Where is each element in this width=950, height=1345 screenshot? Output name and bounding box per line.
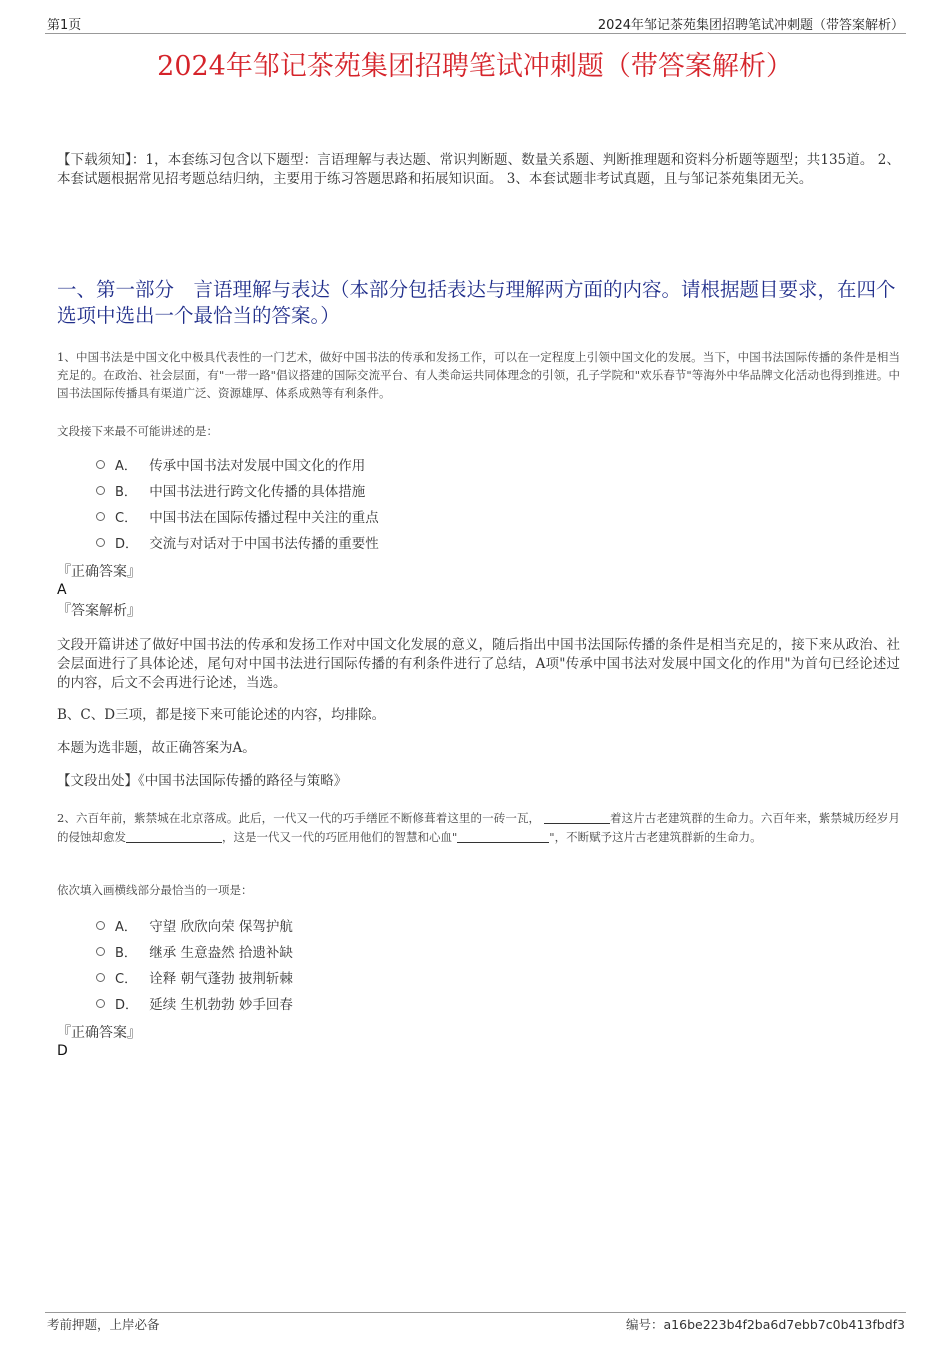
header-doc-title: 2024年邹记茶苑集团招聘笔试冲刺题（带答案解析） [597, 18, 904, 33]
fill-blank-3[interactable] [457, 829, 549, 843]
question-2-option-c[interactable]: C． 诠释 朝气蓬勃 披荆斩棘 [96, 970, 293, 989]
question-1-option-b[interactable]: B． 中国书法进行跨文化传播的具体措施 [96, 483, 365, 502]
footer-serial-number: 编号：a16be223b4f2ba6d7ebb7c0b413fbdf3 [626, 1317, 905, 1332]
question-2-answer-label: 『正确答案』 [57, 1025, 141, 1041]
question-2-text: 2、六百年前，紫禁城在北京落成。此后，一代又一代的巧手缮匠不断修葺着这里的一砖一瓦， 着这片古老建筑群的生命力。六百年来，紫禁城历经岁月的侵蚀却愈发 ，这是一代又一代的巧匠用他们的智慧和心血" "，不断赋予这片古老建筑群新的生命力。 [57, 811, 901, 844]
page-title: 2024年邹记茶苑集团招聘笔试冲刺题（带答案解析） [157, 51, 793, 82]
question-1-source: 【文段出处】《中国书法国际传播的路径与策略》 [57, 773, 348, 789]
question-1-option-d[interactable]: D． 交流与对话对于中国书法传播的重要性 [96, 535, 379, 554]
radio-icon[interactable] [96, 486, 105, 495]
radio-icon[interactable] [96, 538, 105, 547]
footer-slogan: 考前押题，上岸必备 [47, 1317, 160, 1332]
radio-icon[interactable] [96, 460, 105, 469]
radio-icon[interactable] [96, 973, 105, 982]
question-1-text: 1、中国书法是中国文化中极具代表性的一门艺术，做好中国书法的传承和发扬工作，可以在一定程度上引领中国文化的发展。当下，中国书法国际传播的条件是相当充足的。在政治、社会层面，有"一带一路"倡议搭建的国际交流平台、有人类命运共同体理念的引领，孔子学院和"欢乐春节"等海外中华品牌文化活动也得到推进。中国书法国际传播具有渠道广泛、资源雄厚、体系成熟等有利条件。 [57, 350, 900, 400]
header-divider [45, 33, 906, 34]
question-1-option-a[interactable]: A． 传承中国书法对发展中国文化的作用 [96, 457, 365, 476]
question-1-analysis-paragraph: 文段开篇讲述了做好中国书法的传承和发扬工作对中国文化发展的意义，随后指出中国书法国际传播的条件是相当充足的，接下来从政治、社会层面进行了具体论述，尾句对中国书法进行国际传播的有利条件进行了总结，A项"传承中国书法对发展中国文化的作用"为首句已经论述过的内容，后文不会再进行论述，当选。 [57, 637, 900, 691]
question-2-option-a[interactable]: A． 守望 欣欣向荣 保驾护航 [96, 918, 293, 937]
fill-blank-2[interactable] [126, 829, 222, 843]
radio-icon[interactable] [96, 947, 105, 956]
question-2-option-d[interactable]: D． 延续 生机勃勃 妙手回春 [96, 996, 293, 1015]
fill-blank-1[interactable] [544, 810, 610, 824]
radio-icon[interactable] [96, 512, 105, 521]
section-heading: 一、第一部分 言语理解与表达（本部分包括表达与理解两方面的内容。请根据题目要求，在四个选项中选出一个最恰当的答案。） [57, 278, 896, 327]
question-2-prompt: 依次填入画横线部分最恰当的一项是： [57, 883, 253, 897]
question-1-option-c[interactable]: C． 中国书法在国际传播过程中关注的重点 [96, 509, 379, 528]
page-number: 第1页 [47, 18, 82, 33]
radio-icon[interactable] [96, 999, 105, 1008]
radio-icon[interactable] [96, 921, 105, 930]
question-2-answer: D [57, 1043, 68, 1059]
download-notice: 【下载须知】：1，本套练习包含以下题型：言语理解与表达题、常识判断题、数量关系题、判断推理题和资料分析题等题型；共135道。 2、本套试题根据常见招考题总结归纳，主要用于练习答题思路和拓展知识面。 3、本套试题非考试真题，且与邹记茶苑集团无关。 [57, 152, 900, 187]
footer-divider [45, 1312, 906, 1313]
question-1-analysis-paragraph: B、C、D三项，都是接下来可能论述的内容，均排除。 [57, 707, 386, 723]
question-1-analysis-paragraph: 本题为选非题，故正确答案为A。 [57, 740, 256, 756]
question-2-option-b[interactable]: B． 继承 生意盎然 拾遗补缺 [96, 944, 293, 963]
question-1-answer: A [57, 582, 67, 598]
question-1-prompt: 文段接下来最不可能讲述的是： [57, 424, 218, 438]
question-1-analysis-label: 『答案解析』 [57, 603, 141, 619]
question-1-answer-label: 『正确答案』 [57, 564, 141, 580]
